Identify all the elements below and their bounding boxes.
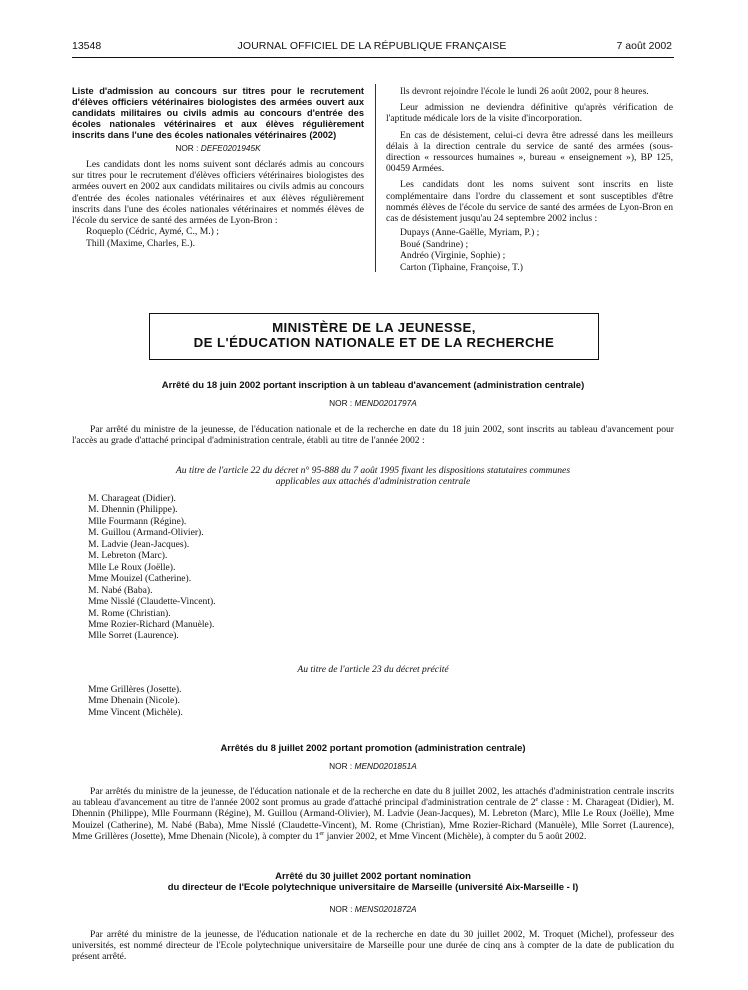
arrete1-nor [72, 398, 674, 408]
waitlist-intro: Les candidats dont les noms suivent sont inscrits en liste complémentaire dans l'ordre du classement et sont susceptibles d'être nommés élèves de l'école du service de santé des armées de Lyon-Bron en cas de désistement jusqu'au 24 septembre 2002 inclus : [386, 179, 673, 225]
arrete3-nor [72, 904, 674, 914]
list-item: Mlle Sorret (Laurence). [88, 630, 179, 642]
admission-definitive: Leur admission ne deviendra définitive qu'après vérification de l'aptitude médicale lors de la visite d'incorporation. [386, 102, 673, 125]
list-item: Mme Grillères (Josette). [88, 684, 182, 695]
list-item: Mme Nisslé (Claudette-Vincent). [88, 596, 216, 608]
nor-label: NOR : [329, 904, 353, 914]
page-number: 13548 [72, 40, 102, 52]
list-item: M. Charageat (Didier). [88, 493, 176, 504]
waitlist-name: Andréo (Virginie, Sophie) ; [400, 250, 506, 262]
page-header [72, 40, 672, 54]
arrete2-body-text: Par arrêtés du ministre de la jeunesse, de l'éducation nationale et de la recherche en date du 8 juillet 2002, les attachés d'administration centrale inscrits au tableau d'avancement au titre de l'année 2002 sont promus au grade d'attaché principal d'administration centrale de 2 [72, 786, 674, 809]
arrete2-nor [72, 761, 674, 771]
waitlist-name: Boué (Sandrine) ; [400, 238, 469, 250]
arrete1-section2: Au titre de l'article 23 du décret précité [297, 664, 449, 675]
arrete3-title-line1: Arrêté du 30 juillet 2002 portant nomination [275, 871, 471, 882]
nor-code: DEFE0201945K [200, 143, 261, 153]
nor-code: MEND0201851A [354, 761, 417, 771]
list-item: M. Dhennin (Philippe). [88, 504, 178, 516]
list-item: M. Lebreton (Marc). [88, 550, 168, 562]
ministry-heading-box [149, 313, 599, 360]
arrete2-body-text: janvier 2002, et Mme Vincent (Michèle), à compter du 5 août 2002. [324, 830, 587, 842]
nor-label: NOR : [329, 398, 353, 408]
admission-left-column [72, 86, 364, 249]
ministry-line-1: MINISTÈRE DE LA JEUNESSE, [272, 320, 476, 335]
list-item: Mme Mouizel (Catherine). [88, 573, 192, 585]
journal-title: JOURNAL OFFICIEL DE LA RÉPUBLIQUE FRANÇAISE [237, 40, 507, 52]
superscript: er [319, 830, 325, 837]
admission-report-date: Ils devront rejoindre l'école le lundi 26 août 2002, pour 8 heures. [400, 86, 649, 97]
list-item: M. Rome (Christian). [88, 607, 171, 619]
list-item: Mme Vincent (Michèle). [88, 706, 183, 718]
arrete2-body [72, 786, 674, 842]
arrete1-section1-line2: applicables aux attachés d'administration centrale [275, 476, 471, 487]
list-item: Mlle Fourmann (Régine). [88, 515, 187, 527]
list-item: M. Guillou (Armand-Olivier). [88, 527, 204, 539]
arrete1-names-list [88, 493, 388, 642]
list-item: Mlle Le Roux (Joëlle). [88, 561, 176, 573]
arrete1-body: Par arrêté du ministre de la jeunesse, de l'éducation nationale et de la recherche en date du 18 juin 2002, sont inscrits au tableau d'avancement pour l'accès au grade d'attaché principal d'administration centrale, établi au titre de l'année 2002 : [72, 424, 674, 447]
admission-intro: Les candidats dont les noms suivent sont déclarés admis au concours sur titres pour le recrutement d'élèves officiers vétérinaires biologistes des armées ouvert en 2002 aux candidats militaires ou civils admis au concours d'entrée des écoles nationales vétérinaires et aux élèves régulièrement inscrits dans l'une des écoles nationales vétérinaires et nommés élèves de l'école du service de santé des armées de Lyon-Bron : [72, 159, 364, 227]
arrete2-title: Arrêtés du 8 juillet 2002 portant promotion (administration centrale) [220, 743, 526, 754]
superscript: e [535, 797, 539, 804]
header-divider [72, 57, 674, 58]
list-item: Mme Dhenain (Nicole). [88, 695, 180, 707]
waitlist-name: Dupays (Anne-Gaëlle, Myriam, P.) ; [400, 227, 540, 239]
nor-label: NOR : [329, 761, 353, 771]
admission-withdrawal: En cas de désistement, celui-ci devra être adressé dans les meilleurs délais à la direction centrale du service de santé des armées (sous-direction « ressources humaines », bureau « enseignement »), BP 125, 00459 Armées. [386, 129, 673, 175]
nor-label: NOR : [175, 143, 199, 153]
list-item: M. Nabé (Baba). [88, 584, 153, 596]
list-item: Mme Rozier-Richard (Manuèle). [88, 618, 215, 630]
list-item: M. Ladvie (Jean-Jacques). [88, 538, 190, 550]
arrete1-names2-list [88, 684, 388, 718]
ministry-line-2: DE L'ÉDUCATION NATIONALE ET DE LA RECHERCHE [193, 335, 555, 350]
nor-code: MEND0201797A [354, 398, 417, 408]
column-divider [375, 84, 376, 272]
waitlist-name: Carton (Tiphaine, Françoise, T.) [400, 262, 523, 274]
admission-right-column [386, 86, 673, 274]
arrete1-section1-line1: Au titre de l'article 22 du décret n° 95-888 du 7 août 1995 fixant les dispositions statutaires communes [175, 465, 571, 476]
publication-date: 7 août 2002 [616, 40, 672, 52]
arrete3-body: Par arrêté du ministre de la jeunesse, de l'éducation nationale et de la recherche en date du 30 juillet 2002, M. Troquet (Michel), professeur des universités, est nommé directeur de l'Ecole polytechnique universitaire de Marseille pour une durée de cinq ans à compter de la date de publication du présent arrêté. [72, 929, 674, 963]
arrete3-title-line2: du directeur de l'Ecole polytechnique universitaire de Marseille (université Aix-Marseille - I) [167, 882, 579, 893]
arrete2-body-text: classe : M. Charageat (Didier), M. Dhennin (Philippe), Mlle Fourmann (Régine), M. Guillou (Armand-Olivier), M. Ladvie (Jean-Jacques), M. Lebreton (Marc), Mlle Le Roux (Joëlle), Mme Mouizel (Catherine), M. Nabé (Baba), Mme Nisslé (Claudette-Vincent), M. Rome (Christian), Mme Rozier-Richard (Manuèle), Mlle Sorret (Laurence), Mme Grillères (Josette), Mme Dhenain (Nicole), à compter du 1 [72, 797, 674, 842]
admitted-name: Thill (Maxime, Charles, E.). [86, 237, 195, 249]
nor-code: MENS0201872A [354, 904, 417, 914]
arrete1-title: Arrêté du 18 juin 2002 portant inscription à un tableau d'avancement (administration centrale) [161, 380, 585, 391]
admission-nor [72, 143, 364, 153]
admitted-name: Roqueplo (Cédric, Aymé, C., M.) ; [86, 226, 219, 238]
admission-title: Liste d'admission au concours sur titres pour le recrutement d'élèves officiers vétérinaires biologistes des armées ouvert aux candidats militaires ou civils admis au concours d'entrée des écoles nationales vétérinaires et aux élèves régulièrement inscrits dans l'une des écoles nationales vétérinaires (2002) [72, 86, 364, 140]
